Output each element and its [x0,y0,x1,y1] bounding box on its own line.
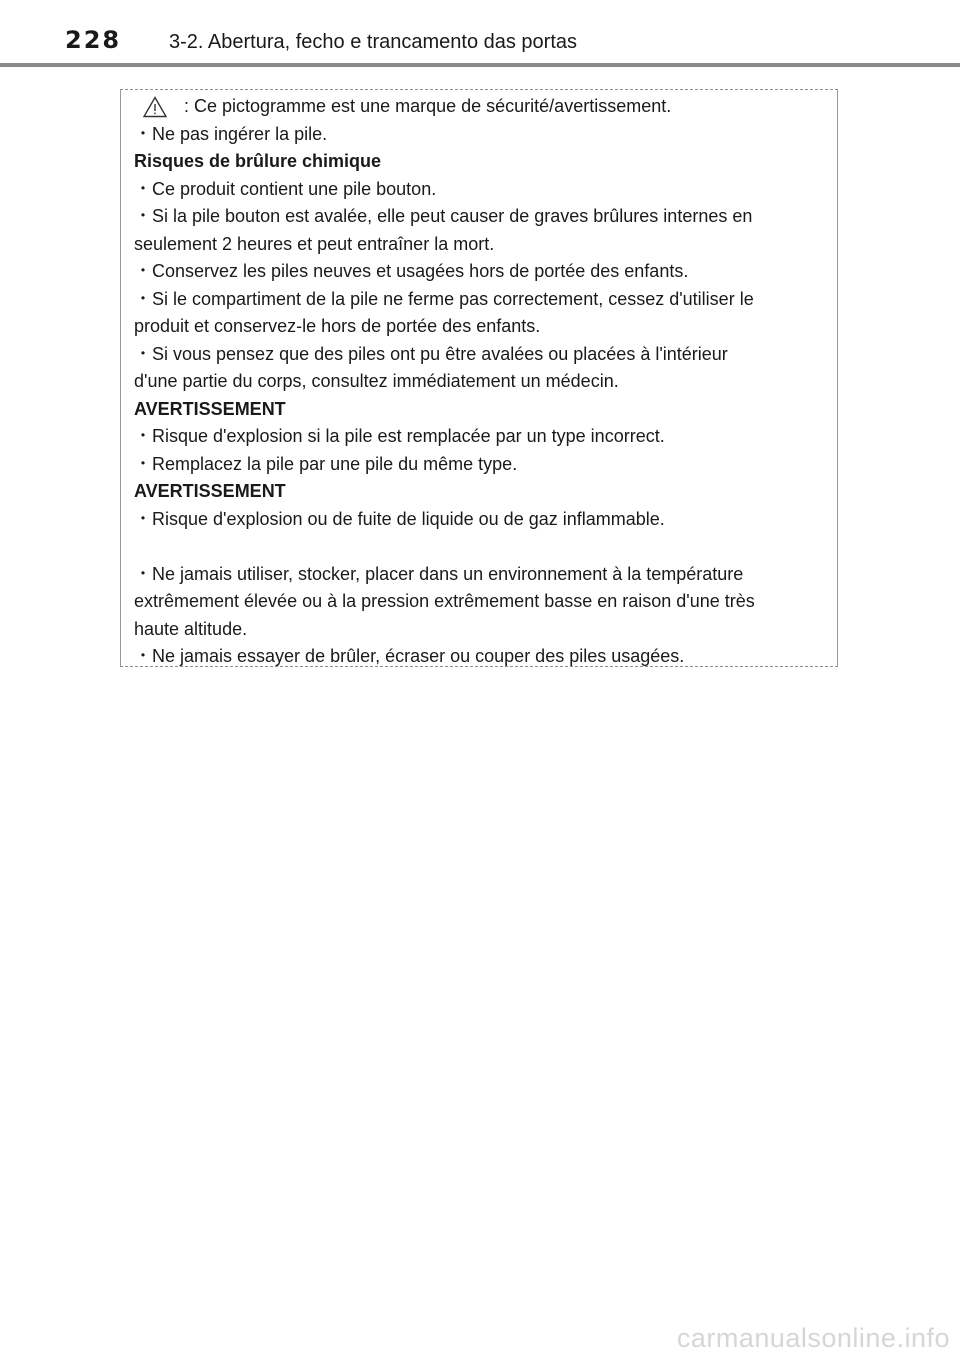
battery-warning-box [120,89,838,667]
warning-heading: Risques de brûlure chimique [134,151,382,171]
box-right-border [837,90,838,666]
warning-triangle-icon [143,96,167,118]
warning-line: ・Si vous pensez que des piles ont pu être avalées ou placées à l'intérieur [134,343,728,364]
warning-line: ・Ne jamais utiliser, stocker, placer dans un environnement à la température [134,563,744,584]
warning-line: haute altitude. [134,618,248,639]
icon-caption: : Ce pictogramme est une marque de sécurité/avertissement. [184,96,672,116]
warning-line: seulement 2 heures et peut entraîner la mort. [134,233,495,254]
page-number: 228 [65,26,122,54]
warning-line: ・Risque d'explosion si la pile est remplacée par un type incorrect. [134,426,665,446]
warning-line: d'une partie du corps, consultez immédiatement un médecin. [134,371,619,391]
box-left-border [120,90,121,666]
page-header [0,0,960,68]
warning-line: ・Si le compartiment de la pile ne ferme pas correctement, cessez d'utiliser le [134,288,754,309]
warning-line: extrêmement élevée ou à la pression extrêmement basse en raison d'une très [134,591,755,611]
warning-line: ・Risque d'explosion ou de fuite de liquide ou de gaz inflammable. [134,508,665,529]
section-title: 3-2. Abertura, fecho e trancamento das portas [169,31,578,53]
warning-line: ・Conservez les piles neuves et usagées hors de portée des enfants. [134,261,689,281]
warning-line: ・Ce produit contient une pile bouton. [134,178,437,199]
warning-line: produit et conservez-le hors de portée des enfants. [134,316,541,336]
warning-line: ・Si la pile bouton est avalée, elle peut causer de graves brûlures internes en [134,206,753,226]
watermark: carmanualsonline.info [676,1323,950,1353]
blank-line [134,533,824,561]
warning-line: ・Ne jamais essayer de brûler, écraser ou couper des piles usagées. [134,646,685,666]
warning-content [134,93,824,671]
warning-lines [134,121,824,671]
header-divider [0,63,960,67]
icon-caption-line [134,93,824,121]
warning-heading: AVERTISSEMENT [134,481,286,501]
warning-line: ・Remplacez la pile par une pile du même type. [134,453,518,474]
warning-line: ・Ne pas ingérer la pile. [134,123,328,144]
warning-heading: AVERTISSEMENT [134,398,286,419]
